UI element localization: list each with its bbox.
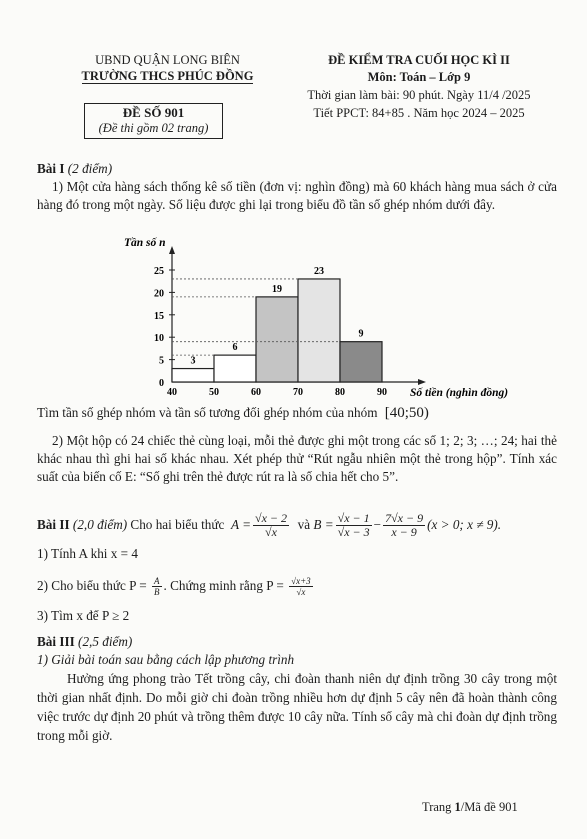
district-name: UBND QUẬN LONG BIÊN xyxy=(95,53,240,67)
bai2-intro: Cho hai biểu thức xyxy=(130,517,225,532)
p-frac-den: B xyxy=(154,586,160,597)
bai1-points: (2 điểm) xyxy=(67,161,113,176)
bar-value-label: 23 xyxy=(314,265,324,277)
y-tick-label: 0 xyxy=(159,378,164,389)
bai3-points: (2,5 điểm) xyxy=(78,634,133,649)
bai2-title: Bài II xyxy=(37,517,70,532)
x-axis-label: Số tiền (nghìn đồng) xyxy=(410,387,509,399)
histogram-bar xyxy=(340,342,382,382)
bar-value-label: 19 xyxy=(272,283,282,295)
bai2-heading xyxy=(37,508,562,542)
y-tick-label: 15 xyxy=(154,310,164,322)
bai1-title: Bài I xyxy=(37,161,65,176)
x-tick-label: 50 xyxy=(209,387,219,398)
bai3-subheading: 1) Giải bài toán sau bằng cách lập phương trình xyxy=(37,652,295,667)
p-result-den: √x xyxy=(296,586,306,597)
x-tick-label: 70 xyxy=(293,387,303,398)
expr-b-label: B = xyxy=(313,517,334,532)
expr-b-den1: √x − 3 xyxy=(337,524,370,539)
pages-note: (Đề thi gồm 02 trang) xyxy=(98,121,209,135)
y-axis-arrow xyxy=(169,246,175,254)
p-frac-num: A xyxy=(154,575,160,586)
bai1-group: [40;50) xyxy=(384,405,429,421)
exam-code: ĐỀ SỐ 901 xyxy=(122,105,185,120)
bai3-heading xyxy=(37,633,132,651)
and-word: và xyxy=(297,517,311,532)
footer-code: /Mã đề 901 xyxy=(460,800,518,814)
histogram-bar xyxy=(172,369,214,382)
bai1-heading xyxy=(37,160,557,178)
x-tick-label: 60 xyxy=(251,387,261,398)
bar-value-label: 3 xyxy=(190,355,196,367)
bai2-q2-mid: . Chứng minh rằng P = xyxy=(163,578,284,593)
expr-a-num: √x − 2 xyxy=(254,510,287,525)
expr-b-fraction-1 xyxy=(336,512,372,539)
histogram-bar xyxy=(256,297,298,382)
x-axis-arrow xyxy=(418,379,426,385)
expr-b-num1: √x − 1 xyxy=(337,510,370,525)
histogram-bar xyxy=(214,355,256,382)
bai3-title: Bài III xyxy=(37,634,75,649)
p-ab-fraction xyxy=(152,576,162,597)
bai1-q1-ask-text: Tìm tần số ghép nhóm và tần số tương đối ghép nhóm của nhóm xyxy=(37,405,378,420)
bar-value-label: 9 xyxy=(358,328,364,340)
expr-b-num2: 7√x − 9 xyxy=(385,510,424,525)
bai1-q2-text: 2) Một hộp có 24 chiếc thẻ cùng loại, mỗi thẻ được ghi một trong các số 1; 2; 3; …; 24; hai thẻ khác nhau thì ghi hai số khác nhau. Xét phép thử “Rút ngẫu nhiên một thẻ trong hộp”. Tính xác suất của biến cố E: “Số ghi trên thẻ được rút ra là số chia hết cho 5”. xyxy=(37,433,557,484)
histogram-bar xyxy=(298,279,340,382)
time-line: Thời gian làm bài: 90 phút. Ngày 11/4 /2025 xyxy=(307,88,531,102)
p-result-num: √x+3 xyxy=(291,575,311,586)
bai2-points: (2,0 điểm) xyxy=(72,517,128,532)
bai2-q3: 3) Tìm x để P ≥ 2 xyxy=(37,608,130,623)
subject: Môn: Toán – Lớp 9 xyxy=(367,70,471,84)
footer-page-number: 1 xyxy=(454,800,461,814)
y-tick-label: 5 xyxy=(159,355,164,367)
expr-a-fraction xyxy=(253,512,289,539)
header-right xyxy=(274,53,564,121)
expr-b-fraction-2 xyxy=(383,512,425,539)
x-tick-label: 80 xyxy=(335,387,345,398)
bai3-text: Hưởng ứng phong trào Tết trồng cây, chi đoàn thanh niên dự định trồng 30 cây trong một thời gian nhất định. Do mỗi giờ chi đoàn trồng nhiều hơn dự định 5 cây nên đã hoàn thành công việc trước dự định 20 phút và trồng thêm được 10 cây nữa. Tính số cây mà chi đoàn dự định trồng trong mỗi giờ. xyxy=(37,671,557,743)
histogram-chart xyxy=(120,232,509,407)
exam-title: ĐỀ KIỂM TRA CUỐI HỌC KÌ II xyxy=(328,53,510,67)
page-footer xyxy=(422,800,518,815)
expr-b-minus: − xyxy=(373,517,382,532)
x-tick-label: 90 xyxy=(377,387,387,398)
expr-a-label: A = xyxy=(230,517,251,532)
bai2-q1: 1) Tính A khi x = 4 xyxy=(37,546,138,561)
expr-a-den: √x xyxy=(265,524,277,539)
bai1-q1-text: 1) Một cửa hàng sách thống kê số tiền (đơn vị: nghìn đồng) mà 60 khách hàng mua sách ở cửa hàng đó trong một ngày. Số liệu được ghi lại trong biểu đồ tần số ghép nhóm dưới đây. xyxy=(37,179,557,212)
exam-code-box xyxy=(84,103,223,139)
condition: (x > 0; x ≠ 9). xyxy=(427,517,502,532)
bai2-q2-prefix: 2) Cho biểu thức P = xyxy=(37,578,147,593)
y-tick-label: 25 xyxy=(154,266,164,277)
y-axis-label: Tần số n xyxy=(124,237,166,249)
school-name: TRƯỜNG THCS PHÚC ĐỒNG xyxy=(81,69,254,83)
y-tick-label: 10 xyxy=(154,333,164,345)
bai1-q1-ask xyxy=(37,404,557,422)
x-tick-label: 40 xyxy=(167,387,177,398)
expr-b-den2: x − 9 xyxy=(391,524,417,539)
p-result-fraction xyxy=(289,576,313,597)
ppct-line: Tiết PPCT: 84+85 . Năm học 2024 – 2025 xyxy=(313,106,525,120)
y-tick-label: 20 xyxy=(154,288,164,300)
header-left xyxy=(55,53,280,84)
bar-value-label: 6 xyxy=(232,342,238,354)
bai2-q2 xyxy=(37,572,315,600)
footer-page-label: Trang xyxy=(422,800,455,814)
